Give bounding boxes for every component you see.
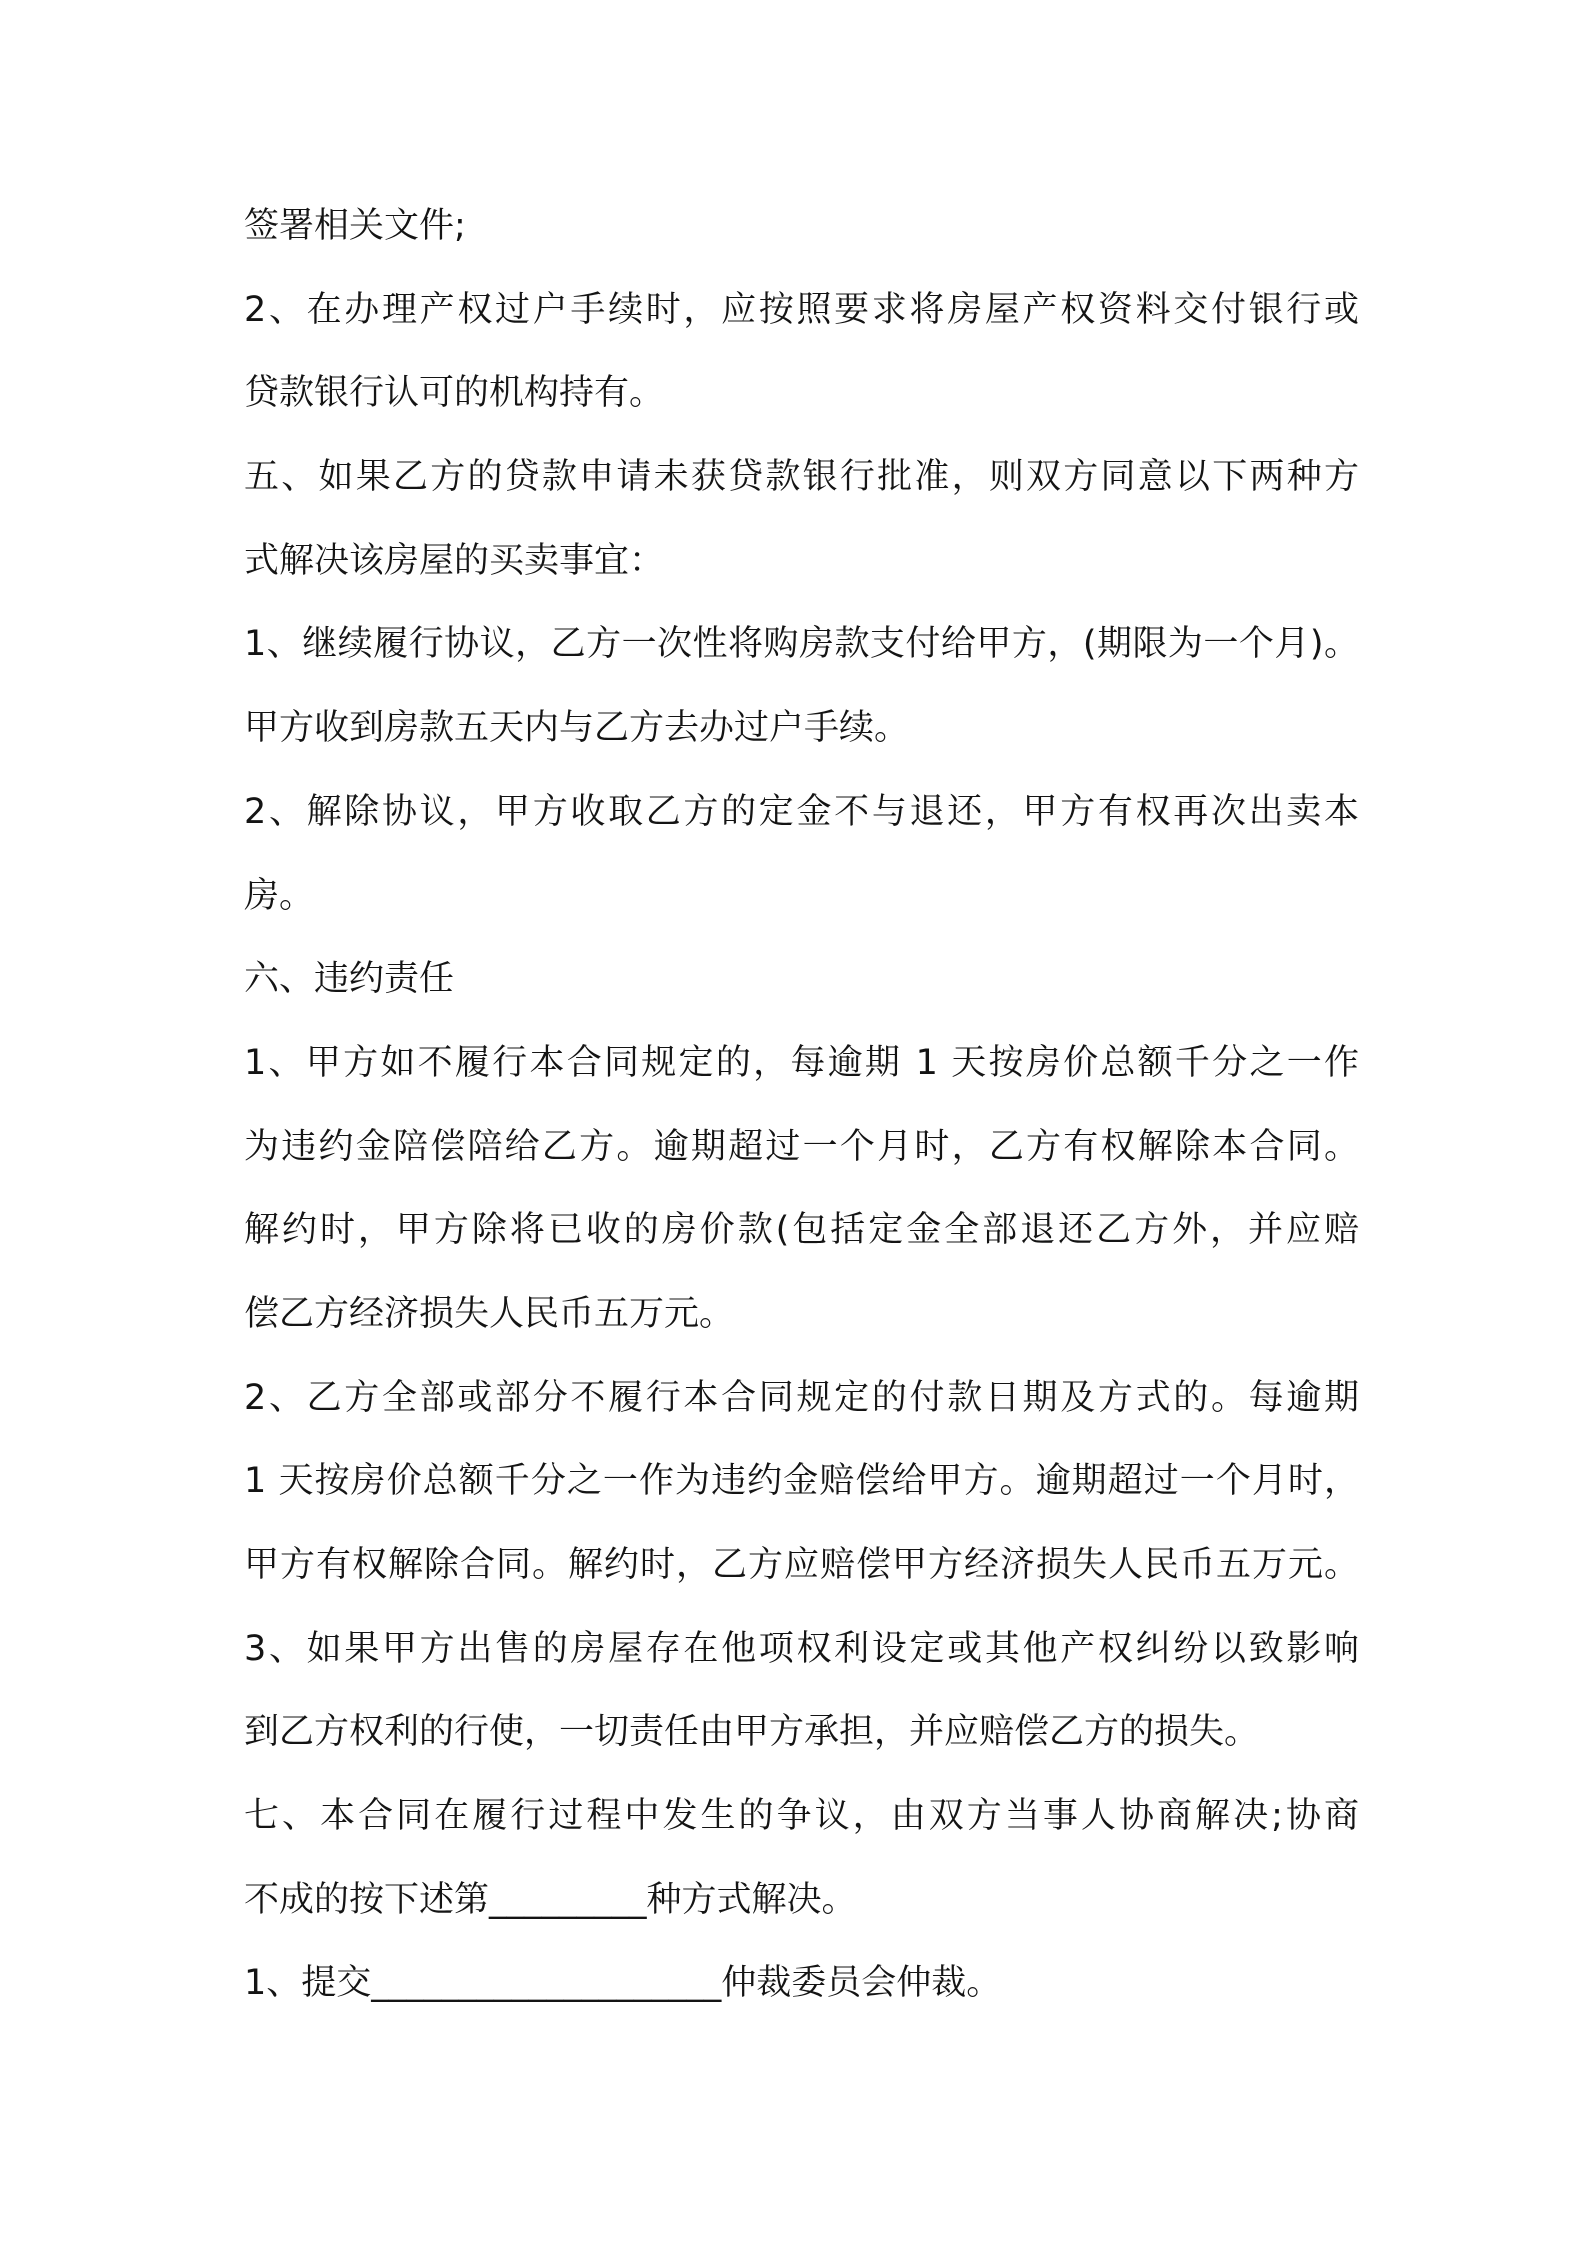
text-line: 2、乙方全部或部分不履行本合同规定的付款日期及方式的。每逾期	[244, 1377, 1359, 1418]
text-line: 1 天按房价总额千分之一作为违约金赔偿给甲方。逾期超过一个月时，	[244, 1461, 1359, 1502]
text-line: 七、本合同在履行过程中发生的争议，由双方当事人协商解决;协商	[244, 1796, 1359, 1837]
text-line: 到乙方权利的行使，一切责任由甲方承担，并应赔偿乙方的损失。	[244, 1712, 1260, 1753]
text-line: 甲方有权解除合同。解约时，乙方应赔偿甲方经济损失人民币五万元。	[244, 1545, 1359, 1585]
text-line: 1、甲方如不履行本合同规定的，每逾期 1 天按房价总额千分之一作	[244, 1042, 1359, 1083]
text-line: 贷款银行认可的机构持有。	[244, 373, 665, 414]
text-line: 甲方收到房款五天内与乙方去办过户手续。	[244, 708, 910, 749]
text-line-with-blank: 不成的按下述第_________种方式解决。	[244, 1879, 857, 1920]
text-line: 为违约金陪偿陪给乙方。逾期超过一个月时，乙方有权解除本合同。	[244, 1126, 1359, 1167]
text-line: 3、如果甲方出售的房屋存在他项权利设定或其他产权纠纷以致影响	[244, 1628, 1359, 1669]
text-line: 2、在办理产权过户手续时，应按照要求将房屋产权资料交付银行或	[244, 289, 1359, 330]
text-line: 解约时，甲方除将已收的房价款(包括定金全部退还乙方外，并应赔	[244, 1210, 1359, 1251]
text-line: 2、解除协议，甲方收取乙方的定金不与退还，甲方有权再次出卖本	[244, 791, 1359, 832]
contract-body	[244, 185, 1359, 2026]
text-line: 偿乙方经济损失人民币五万元。	[244, 1293, 735, 1334]
text-line: 房。	[244, 875, 315, 916]
text-line: 签署相关文件;	[244, 206, 466, 246]
text-line: 式解决该房屋的买卖事宜：	[244, 540, 665, 581]
section-heading: 六、违约责任	[244, 959, 455, 1000]
text-line-with-blank: 1、提交____________________仲裁委员会仲裁。	[244, 1963, 1002, 2004]
text-line: 1、继续履行协议，乙方一次性将购房款支付给甲方，(期限为一个月)。	[244, 624, 1359, 665]
text-line: 五、如果乙方的贷款申请未获贷款银行批准，则双方同意以下两种方	[244, 457, 1359, 498]
